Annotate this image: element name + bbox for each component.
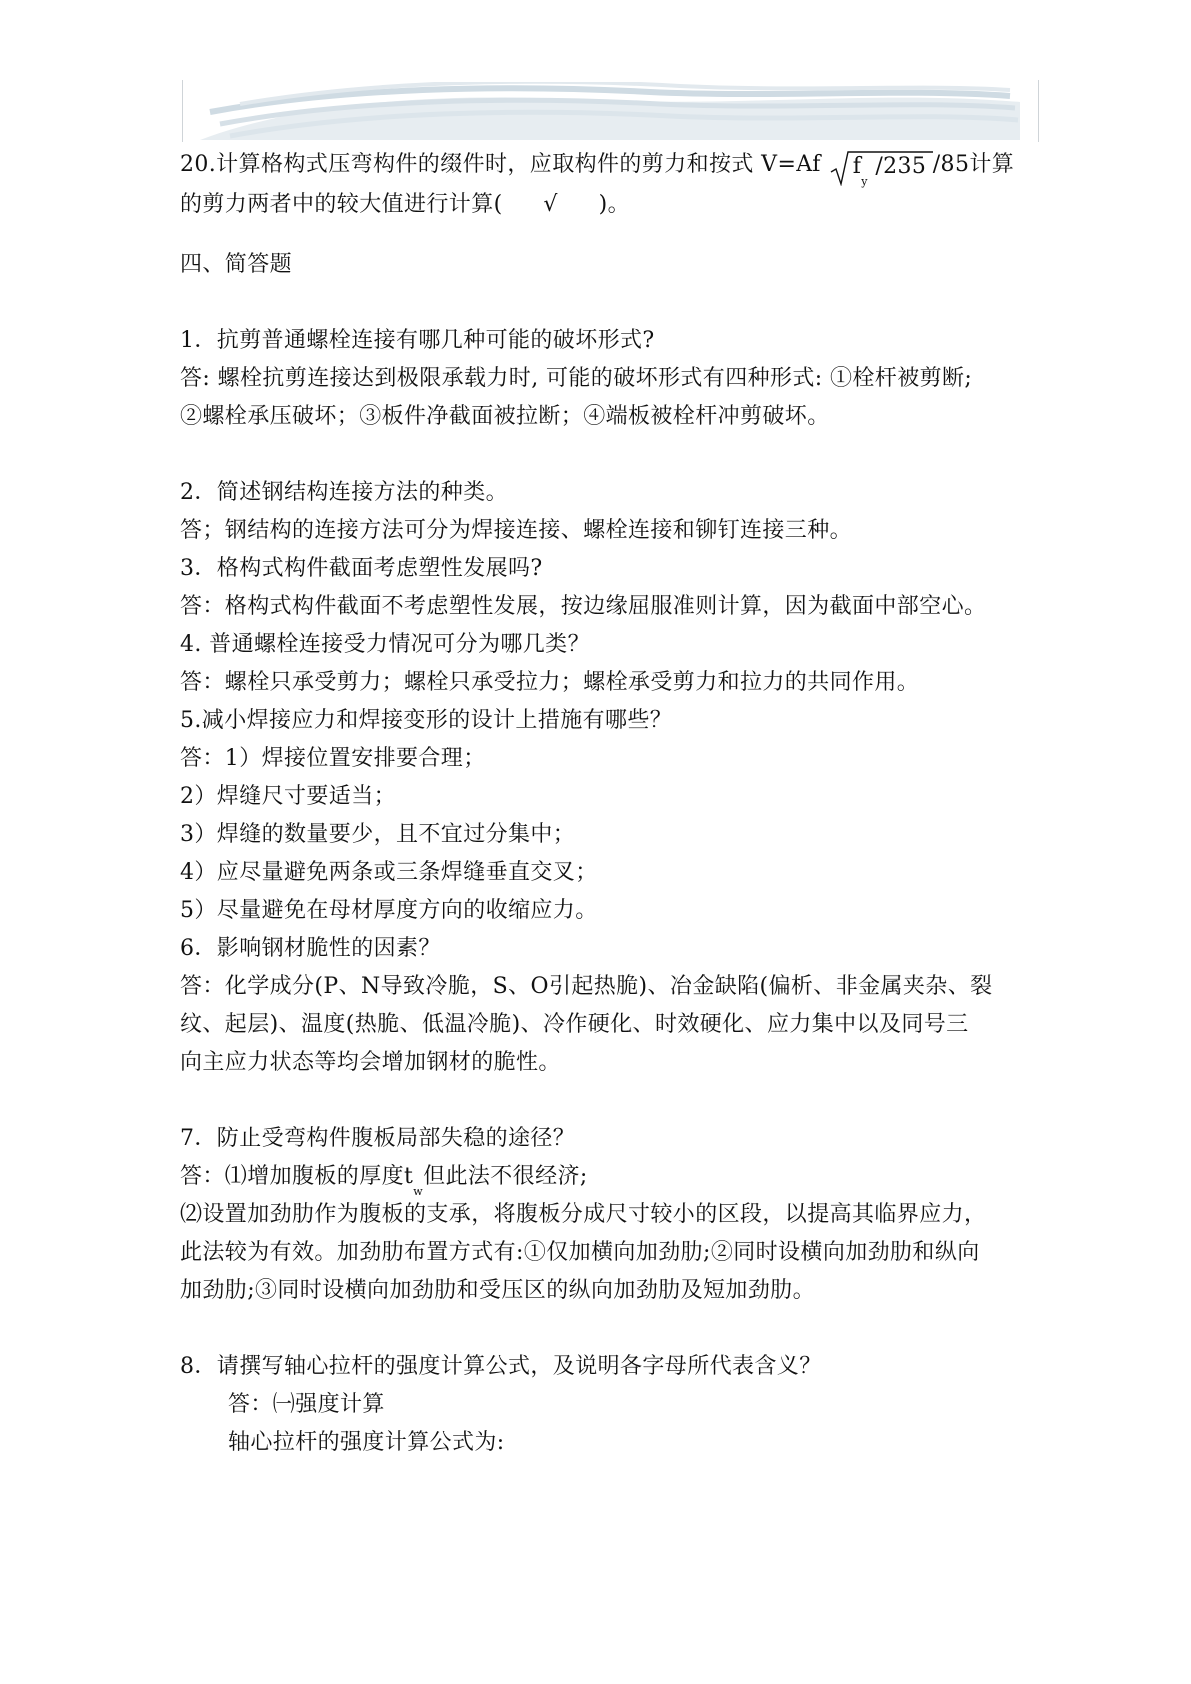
answer-7-line3: 此法较为有效。加劲肋布置方式有:①仅加横向加劲肋;②同时设横向加劲肋和纵向 <box>180 1240 980 1265</box>
question-3: 3．格构式构件截面考虑塑性发展吗? <box>180 556 543 581</box>
answer-5-line2: 2）焊缝尺寸要适当； <box>180 784 396 809</box>
header-wave-decoration <box>180 82 1040 140</box>
q20-line2 <box>180 190 630 220</box>
answer-2: 答；钢结构的连接方法可分为焊接连接、螺栓连接和铆钉连接三种。 <box>180 518 853 543</box>
question-6: 6．影响钢材脆性的因素？ <box>180 936 441 961</box>
q20-text-post: /85计算 <box>932 152 1015 177</box>
answer-7-line1-post: 但此法不很经济; <box>423 1164 588 1189</box>
subscript-w: w <box>413 1185 424 1198</box>
answer-check: √ <box>543 192 558 217</box>
answer-6-line1: 答：化学成分(P、N导致冷脆，S、O引起热脆)、冶金缺陷(偏析、非金属夹杂、裂 <box>180 974 993 999</box>
q20-text-pre: 20.计算格构式压弯构件的缀件时，应取构件的剪力和按式 V=Af <box>180 152 821 177</box>
answer-8-line2: 轴心拉杆的强度计算公式为: <box>228 1430 505 1455</box>
sqrt-sub-y: y <box>861 175 868 188</box>
answer-7-line4: 加劲肋;③同时设横向加劲肋和受压区的纵向加劲肋及短加劲肋。 <box>180 1278 816 1303</box>
answer-4: 答：螺栓只承受剪力；螺栓只承受拉力；螺栓承受剪力和拉力的共同作用。 <box>180 670 920 695</box>
section-title: 四、简答题 <box>180 252 293 277</box>
q20-line2-post: )。 <box>598 192 630 217</box>
question-1: 1．抗剪普通螺栓连接有哪几种可能的破坏形式? <box>180 328 655 353</box>
q20-line2-pre: 的剪力两者中的较大值进行计算( <box>180 192 503 217</box>
answer-5-line4: 4）应尽量避免两条或三条焊缝垂直交叉； <box>180 860 598 885</box>
answer-1-line2: ②螺栓承压破坏；③板件净截面被拉断；④端板被栓杆冲剪破坏。 <box>180 404 830 429</box>
question-8: 8．请撰写轴心拉杆的强度计算公式，及说明各字母所代表含义？ <box>180 1354 822 1379</box>
answer-6-line3: 向主应力状态等均会增加钢材的脆性。 <box>180 1050 561 1075</box>
sqrt-rest: /235 <box>875 154 927 179</box>
answer-5-line3: 3）焊缝的数量要少，且不宜过分集中； <box>180 822 576 847</box>
answer-5-line1: 答：1）焊接位置安排要合理； <box>180 746 486 771</box>
answer-1-line1: 答: 螺栓抗剪连接达到极限承载力时, 可能的破坏形式有四种形式: ①栓杆被剪断; <box>180 366 973 391</box>
question-7: 7．防止受弯构件腹板局部失稳的途径？ <box>180 1126 576 1151</box>
answer-5-line5: 5）尽量避免在母材厚度方向的收缩应力。 <box>180 898 598 923</box>
sqrt-formula <box>829 150 933 188</box>
answer-3: 答：格构式构件截面不考虑塑性发展，按边缘屈服准则计算，因为截面中部空心。 <box>180 594 987 619</box>
sqrt-f: f <box>852 154 862 179</box>
answer-6-line2: 纹、起层)、温度(热脆、低温冷脆)、冷作硬化、时效硬化、应力集中以及同号三 <box>180 1012 969 1037</box>
answer-7-line1 <box>180 1162 588 1198</box>
answer-8-line1: 答：㈠强度计算 <box>228 1392 385 1417</box>
question-4: 4. 普通螺栓连接受力情况可分为哪几类？ <box>180 632 590 657</box>
answer-7-line2: ⑵设置加劲肋作为腹板的支承，将腹板分成尺寸较小的区段，以提高其临界应力， <box>180 1202 987 1227</box>
question-5: 5.减小焊接应力和焊接变形的设计上措施有哪些？ <box>180 708 673 733</box>
question-2: 2．简述钢结构连接方法的种类。 <box>180 480 508 505</box>
answer-7-line1-pre: 答：⑴增加腹板的厚度t <box>180 1164 414 1189</box>
q20-line1 <box>180 150 1015 188</box>
